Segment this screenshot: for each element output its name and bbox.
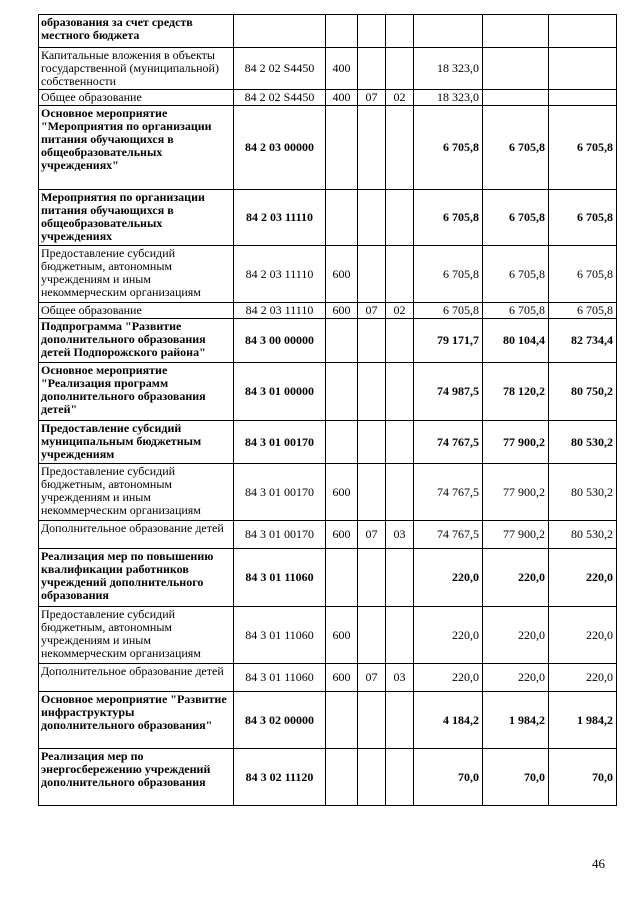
row-code: 84 3 01 11060 [234,549,326,607]
row-subsection [386,692,414,749]
row-sum-year-1: 74 767,5 [414,421,483,464]
row-code: 84 3 01 00170 [234,464,326,521]
row-sum-year-3 [549,90,617,106]
row-sum-year-3: 80 530,2 [549,421,617,464]
row-code: 84 2 02 S4450 [234,90,326,106]
table-row [39,90,617,106]
row-subsection [386,421,414,464]
row-sum-year-3: 6 705,8 [549,246,617,303]
row-sum-year-1 [414,15,483,48]
row-sum-year-2: 80 104,4 [483,319,549,363]
table-row [39,106,617,190]
row-name: Общее образование [39,303,234,319]
row-section [358,464,386,521]
row-code: 84 2 02 S4450 [234,48,326,90]
row-expense-type [326,363,358,421]
row-name: Предоставление субсидий муниципальным бюджетным учреждениям [39,421,234,464]
row-expense-type [326,319,358,363]
row-sum-year-1: 79 171,7 [414,319,483,363]
row-sum-year-3: 82 734,4 [549,319,617,363]
row-section [358,246,386,303]
row-sum-year-3 [549,15,617,48]
row-sum-year-2: 6 705,8 [483,190,549,246]
row-subsection [386,106,414,190]
row-section: 07 [358,664,386,692]
row-section: 07 [358,90,386,106]
table-row [39,607,617,664]
row-sum-year-1: 74 767,5 [414,464,483,521]
row-sum-year-1: 220,0 [414,549,483,607]
row-section [358,749,386,806]
table-row [39,15,617,48]
row-name: Предоставление субсидий бюджетным, автономным учреждениям и иным некоммерческим организациям [39,607,234,664]
row-expense-type [326,106,358,190]
row-sum-year-1: 74 987,5 [414,363,483,421]
row-sum-year-1: 18 323,0 [414,48,483,90]
row-subsection [386,15,414,48]
budget-table-body [39,15,617,806]
table-row [39,246,617,303]
row-sum-year-2: 77 900,2 [483,521,549,549]
row-section [358,48,386,90]
row-sum-year-1: 6 705,8 [414,190,483,246]
row-subsection [386,190,414,246]
row-sum-year-3: 70,0 [549,749,617,806]
row-expense-type: 600 [326,246,358,303]
row-sum-year-2: 70,0 [483,749,549,806]
row-sum-year-2 [483,15,549,48]
row-name: Основное мероприятие "Развитие инфраструктуры дополнительного образования" [39,692,234,749]
row-name: Дополнительное образование детей [39,664,234,692]
row-expense-type: 400 [326,90,358,106]
row-sum-year-3: 1 984,2 [549,692,617,749]
row-code: 84 3 01 00000 [234,363,326,421]
row-code: 84 3 01 00170 [234,521,326,549]
table-row [39,319,617,363]
row-sum-year-1: 220,0 [414,607,483,664]
row-expense-type [326,15,358,48]
row-code: 84 3 01 11060 [234,664,326,692]
row-sum-year-1: 6 705,8 [414,303,483,319]
row-code: 84 2 03 11110 [234,303,326,319]
table-row [39,464,617,521]
row-code: 84 3 01 00170 [234,421,326,464]
row-expense-type: 600 [326,607,358,664]
row-name: Дополнительное образование детей [39,521,234,549]
row-sum-year-3: 6 705,8 [549,106,617,190]
row-expense-type [326,549,358,607]
row-sum-year-3: 220,0 [549,664,617,692]
row-expense-type [326,421,358,464]
table-row [39,521,617,549]
table-row [39,692,617,749]
row-sum-year-1: 74 767,5 [414,521,483,549]
table-row [39,421,617,464]
row-sum-year-3: 80 530,2 [549,464,617,521]
row-section [358,607,386,664]
row-sum-year-2 [483,90,549,106]
row-section [358,363,386,421]
row-subsection [386,749,414,806]
row-section [358,421,386,464]
row-section [358,319,386,363]
row-name: Предоставление субсидий бюджетным, автономным учреждениям и иным некоммерческим организациям [39,464,234,521]
row-sum-year-3 [549,48,617,90]
row-subsection [386,246,414,303]
row-expense-type: 400 [326,48,358,90]
row-sum-year-3: 6 705,8 [549,303,617,319]
row-sum-year-2: 6 705,8 [483,106,549,190]
row-sum-year-3: 220,0 [549,607,617,664]
row-expense-type: 600 [326,521,358,549]
row-section [358,549,386,607]
row-name: Реализация мер по энергосбережению учреждений дополнительного образования [39,749,234,806]
row-sum-year-1: 4 184,2 [414,692,483,749]
row-expense-type: 600 [326,303,358,319]
row-subsection [386,549,414,607]
row-code: 84 2 03 00000 [234,106,326,190]
row-section [358,106,386,190]
table-row [39,664,617,692]
row-code: 84 3 02 00000 [234,692,326,749]
page-number: 46 [592,856,605,871]
row-subsection: 03 [386,664,414,692]
row-name: Общее образование [39,90,234,106]
row-section: 07 [358,521,386,549]
row-name: Предоставление субсидий бюджетным, автономным учреждениям и иным некоммерческим организациям [39,246,234,303]
row-section [358,15,386,48]
row-section [358,692,386,749]
row-subsection [386,319,414,363]
table-row [39,549,617,607]
row-name: Основное мероприятие "Реализация программ дополнительного образования детей" [39,363,234,421]
row-sum-year-2: 1 984,2 [483,692,549,749]
row-name: Основное мероприятие "Мероприятия по организации питания обучающихся в общеобразовательных учреждениях" [39,106,234,190]
row-code: 84 3 00 00000 [234,319,326,363]
row-sum-year-2: 78 120,2 [483,363,549,421]
row-subsection [386,363,414,421]
row-sum-year-1: 18 323,0 [414,90,483,106]
row-code: 84 3 02 11120 [234,749,326,806]
row-expense-type [326,692,358,749]
row-section: 07 [358,303,386,319]
row-sum-year-2: 6 705,8 [483,303,549,319]
row-subsection [386,607,414,664]
row-sum-year-3: 220,0 [549,549,617,607]
row-sum-year-1: 6 705,8 [414,106,483,190]
budget-table [38,14,617,806]
row-expense-type: 600 [326,464,358,521]
row-sum-year-1: 70,0 [414,749,483,806]
row-name: Подпрограмма "Развитие дополнительного образования детей Подпорожского района" [39,319,234,363]
row-sum-year-3: 6 705,8 [549,190,617,246]
row-sum-year-3: 80 530,2 [549,521,617,549]
row-subsection: 03 [386,521,414,549]
row-code [234,15,326,48]
row-expense-type: 600 [326,664,358,692]
row-sum-year-2: 220,0 [483,607,549,664]
row-name: Капитальные вложения в объекты государственной (муниципальной) собственности [39,48,234,90]
row-expense-type [326,190,358,246]
row-sum-year-2 [483,48,549,90]
row-sum-year-1: 220,0 [414,664,483,692]
row-section [358,190,386,246]
row-code: 84 2 03 11110 [234,246,326,303]
row-name: образования за счет средств местного бюджета [39,15,234,48]
row-subsection: 02 [386,303,414,319]
table-row [39,303,617,319]
row-subsection [386,48,414,90]
row-expense-type [326,749,358,806]
row-sum-year-2: 220,0 [483,664,549,692]
row-sum-year-2: 6 705,8 [483,246,549,303]
table-row [39,48,617,90]
row-code: 84 3 01 11060 [234,607,326,664]
row-sum-year-2: 77 900,2 [483,421,549,464]
row-name: Мероприятия по организации питания обучающихся в общеобразовательных учреждениях [39,190,234,246]
row-code: 84 2 03 11110 [234,190,326,246]
row-subsection [386,464,414,521]
table-row [39,190,617,246]
row-name: Реализация мер по повышению квалификации работников учреждений дополнительного образования [39,549,234,607]
row-sum-year-3: 80 750,2 [549,363,617,421]
row-sum-year-2: 77 900,2 [483,464,549,521]
row-subsection: 02 [386,90,414,106]
row-sum-year-2: 220,0 [483,549,549,607]
table-row [39,749,617,806]
row-sum-year-1: 6 705,8 [414,246,483,303]
table-row [39,363,617,421]
